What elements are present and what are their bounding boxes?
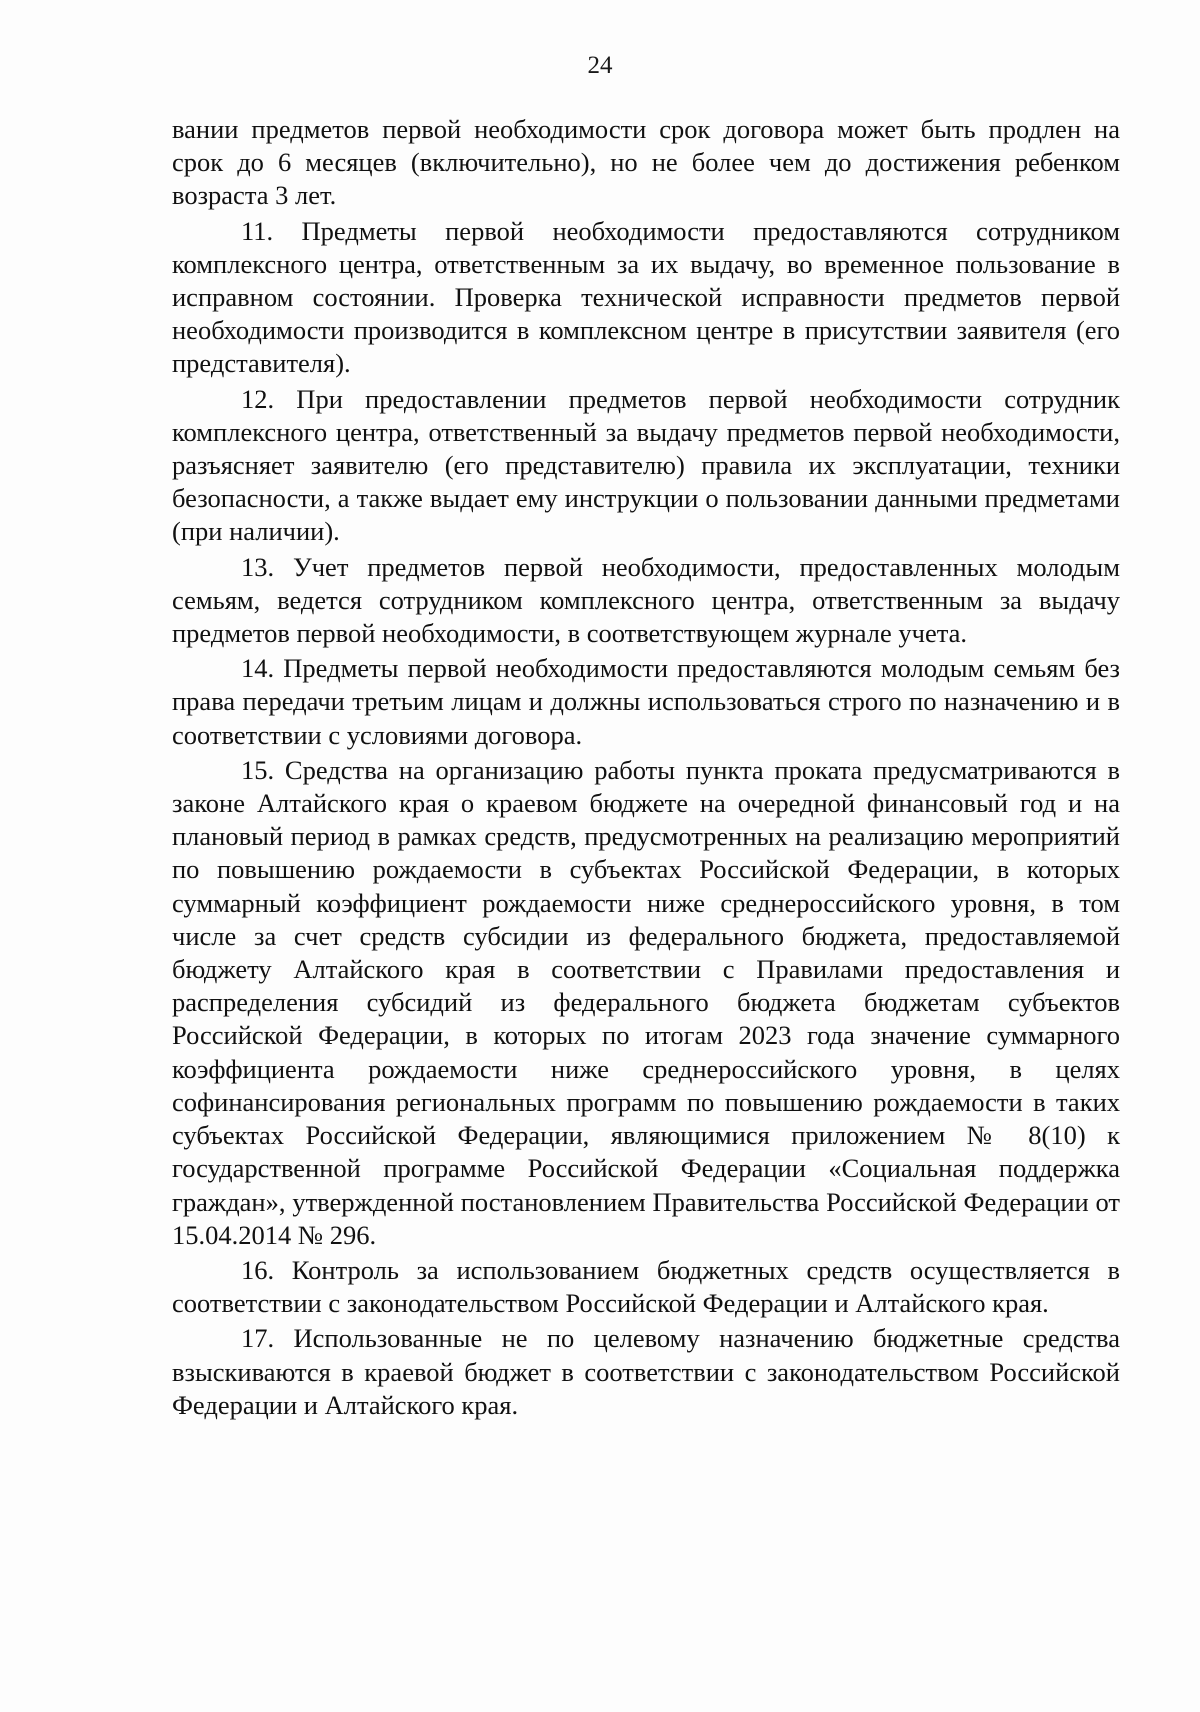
paragraph-item-12: 12. При предоставлении предметов первой необходимости сотрудник комплексного центра, ответственный за выдачу предметов первой необходимости, разъясняет заявителю (его представителю) правила их эксплуатации, техники безопасности, а также выдает ему инструкции о пользовании данными предметами (при наличии). <box>172 383 1120 547</box>
paragraph-item-15: 15. Средства на организацию работы пункта проката предусматриваются в законе Алтайского края о краевом бюджете на очередной финансовый год и на плановый период в рамках средств, предусмотренных на реализацию мероприятий по повышению рождаемости в субъектах Российской Федерации, в которых суммарный коэффициент рождаемости ниже среднероссийского уровня, в том числе за счет средств субсидии из федерального бюджета, предоставляемой бюджету Алтайского края в соответствии с Правилами предоставления и распределения субсидий из федерального бюджета бюджетам субъектов Российской Федерации, в которых по итогам 2023 года значение суммарного коэффициента рождаемости ниже среднероссийского уровня, в целях софинансирования региональных программ по повышению рождаемости в таких субъектах Российской Федерации, являющимися приложением № 8(10) к государственной программе Российской Федерации «Социальная поддержка граждан», утвержденной постановлением Правительства Российской Федерации от 15.04.2014 № 296. <box>172 754 1120 1250</box>
paragraph-item-11: 11. Предметы первой необходимости предоставляются сотрудником комплексного центра, ответственным за их выдачу, во временное пользование в исправном состоянии. Проверка технической исправности предметов первой необходимости производится в комплексном центре в присутствии заявителя (его представителя). <box>172 215 1120 379</box>
paragraph-item-17: 17. Использованные не по целевому назначению бюджетные средства взыскиваются в краевой бюджет в соответствии с законодательством Российской Федерации и Алтайского края. <box>172 1323 1120 1420</box>
document-body <box>172 113 1120 1424</box>
paragraph-item-13: 13. Учет предметов первой необходимости, предоставленных молодым семьям, ведется сотрудником комплексного центра, ответственным за выдачу предметов первой необходимости, в соответствующем журнале учета. <box>172 551 1120 649</box>
paragraph-continuation: вании предметов первой необходимости срок договора может быть продлен на срок до 6 месяцев (включительно), но не более чем до достижения ребенком возраста 3 лет. <box>172 114 1120 211</box>
page-number: 24 <box>587 52 613 79</box>
paragraph-item-14: 14. Предметы первой необходимости предоставляются молодым семьям без права передачи третьим лицам и должны использоваться строго по назначению и в соответствии с условиями договора. <box>172 653 1120 750</box>
paragraph-item-16: 16. Контроль за использованием бюджетных средств осуществляется в соответствии с законодательством Российской Федерации и Алтайского края. <box>172 1254 1120 1319</box>
